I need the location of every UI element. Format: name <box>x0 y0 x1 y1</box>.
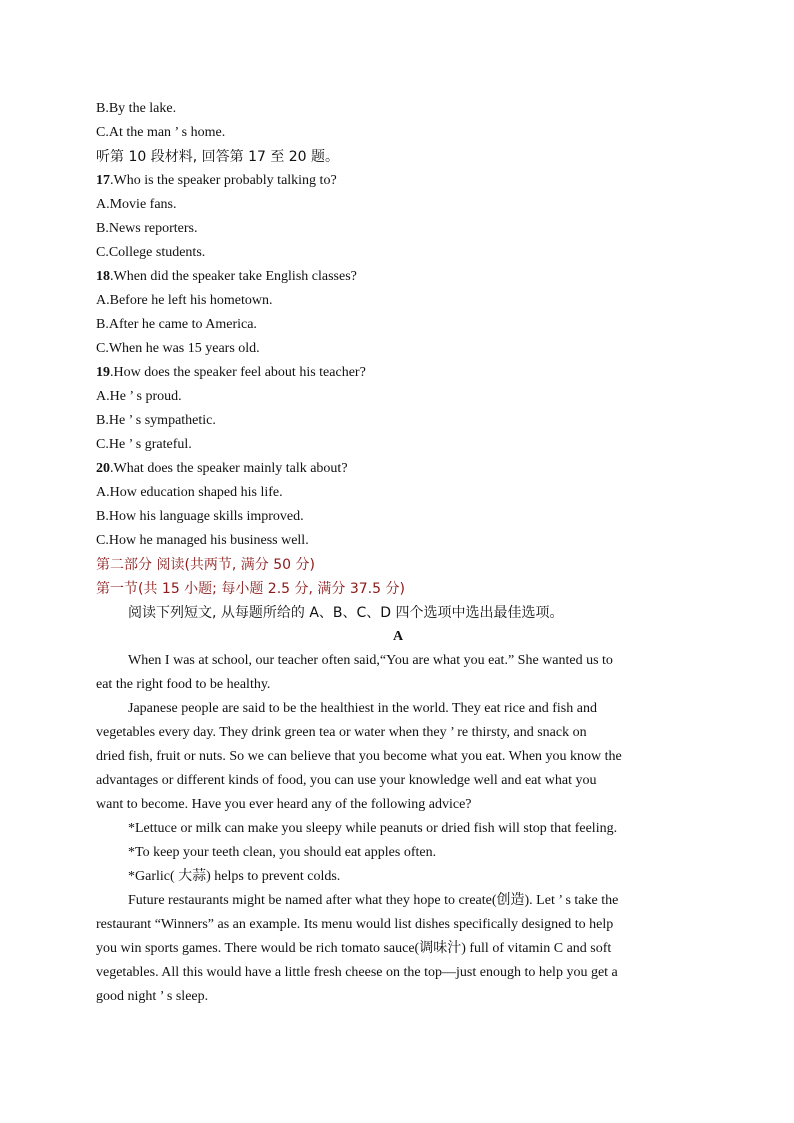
question-number: 18 <box>96 269 110 284</box>
passage-line: *To keep your teeth clean, you should eat apples often. <box>128 845 437 860</box>
prev-option-b: B.By the lake. <box>96 101 177 116</box>
passage-line: *Lettuce or milk can make you sleepy while peanuts or dried fish will stop that feeling. <box>128 821 618 836</box>
passage-line: Future restaurants might be named after what they hope to create(创造). Let ’ s take the <box>128 893 619 908</box>
question-stem <box>96 457 700 481</box>
question-text: .How does the speaker feel about his teacher? <box>110 365 366 380</box>
question-stem <box>96 265 700 289</box>
question-18 <box>96 265 700 361</box>
passage-a <box>96 649 700 1009</box>
option-c: C.He ’ s grateful. <box>96 437 192 452</box>
passage-line: Japanese people are said to be the healthiest in the world. They eat rice and fish and <box>128 701 597 716</box>
option-b: B.News reporters. <box>96 221 198 236</box>
passage-line: want to become. Have you ever heard any of the following advice? <box>96 797 472 812</box>
question-17 <box>96 169 700 265</box>
passage-line: you win sports games. There would be rich tomato sauce(调味汁) full of vitamin C and soft <box>96 941 612 956</box>
passage-line: eat the right food to be healthy. <box>96 677 271 692</box>
question-stem <box>96 361 700 385</box>
option-c: C.College students. <box>96 245 206 260</box>
option-a: A.Movie fans. <box>96 197 177 212</box>
passage-line: dried fish, fruit or nuts. So we can believe that you become what you eat. When you know the <box>96 749 622 764</box>
passage-line: advantages or different kinds of food, you can use your knowledge well and eat what you <box>96 773 597 788</box>
question-number: 19 <box>96 365 110 380</box>
part-two-heading: 第二部分 阅读(共两节, 满分 50 分) <box>96 557 315 573</box>
passage-line: vegetables every day. They drink green tea or water when they ’ re thirsty, and snack on <box>96 725 587 740</box>
document-page <box>96 97 700 1009</box>
question-number: 17 <box>96 173 110 188</box>
question-text: .What does the speaker mainly talk about? <box>110 461 348 476</box>
passage-title: A <box>392 629 404 644</box>
option-a: A.He ’ s proud. <box>96 389 182 404</box>
passage-line: restaurant “Winners” as an example. Its menu would list dishes specifically designed to help <box>96 917 614 932</box>
passage-line: When I was at school, our teacher often said,“You are what you eat.” She wanted us to <box>128 653 613 668</box>
option-c: C.When he was 15 years old. <box>96 341 260 356</box>
option-b: B.He ’ s sympathetic. <box>96 413 216 428</box>
option-a: A.Before he left his hometown. <box>96 293 273 308</box>
question-text: .When did the speaker take English classes? <box>110 269 357 284</box>
option-c: C.How he managed his business well. <box>96 533 309 548</box>
question-text: .Who is the speaker probably talking to? <box>110 173 337 188</box>
question-20 <box>96 457 700 553</box>
option-b: B.How his language skills improved. <box>96 509 304 524</box>
question-number: 20 <box>96 461 110 476</box>
listening-instruction: 听第 10 段材料, 回答第 17 至 20 题。 <box>96 149 340 165</box>
passage-line: vegetables. All this would have a little fresh cheese on the top—just enough to help you get a <box>96 965 618 980</box>
section-one-heading: 第一节(共 15 小题; 每小题 2.5 分, 满分 37.5 分) <box>96 581 405 597</box>
option-b: B.After he came to America. <box>96 317 257 332</box>
reading-instruction: 阅读下列短文, 从每题所给的 A、B、C、D 四个选项中选出最佳选项。 <box>128 605 564 621</box>
option-a: A.How education shaped his life. <box>96 485 283 500</box>
prev-option-c: C.At the man ’ s home. <box>96 125 226 140</box>
question-19 <box>96 361 700 457</box>
question-stem <box>96 169 700 193</box>
passage-line: *Garlic( 大蒜) helps to prevent colds. <box>128 869 341 884</box>
passage-line: good night ’ s sleep. <box>96 989 209 1004</box>
